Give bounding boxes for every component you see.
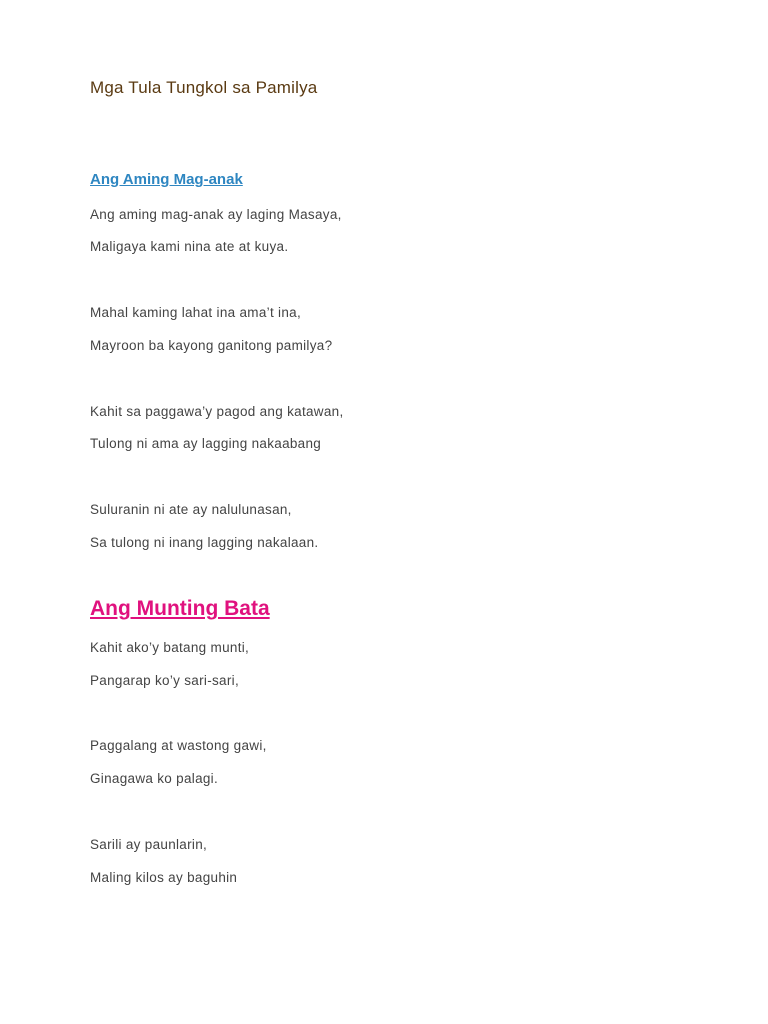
poem-line: Kahit sa paggawa’y pagod ang katawan, — [90, 404, 344, 419]
poem-title-ang-aming-mag-anak[interactable]: Ang Aming Mag-anak — [90, 171, 243, 188]
poem-line: Suluranin ni ate ay nalulunasan, — [90, 502, 292, 517]
poem-line: Sarili ay paunlarin, — [90, 837, 208, 852]
poem-line: Sa tulong ni inang lagging nakalaan. — [90, 535, 319, 550]
poem-line: Mayroon ba kayong ganitong pamilya? — [90, 338, 333, 353]
poem-line: Ang aming mag-anak ay laging Masaya, — [90, 207, 342, 222]
poem-line: Paggalang at wastong gawi, — [90, 738, 267, 753]
document-title: Mga Tula Tungkol sa Pamilya — [90, 78, 318, 97]
poem-line: Maligaya kami nina ate at kuya. — [90, 239, 289, 254]
poem-line: Kahit ako’y batang munti, — [90, 640, 250, 655]
poem-line: Mahal kaming lahat ina ama’t ina, — [90, 305, 302, 320]
poem-line: Pangarap ko’y sari-sari, — [90, 673, 240, 688]
poem-line: Ginagawa ko palagi. — [90, 771, 219, 786]
poem-line: Maling kilos ay baguhin — [90, 870, 238, 885]
poem-line: Tulong ni ama ay lagging nakaabang — [90, 436, 322, 451]
poem-title-ang-munting-bata[interactable]: Ang Munting Bata — [90, 597, 270, 620]
